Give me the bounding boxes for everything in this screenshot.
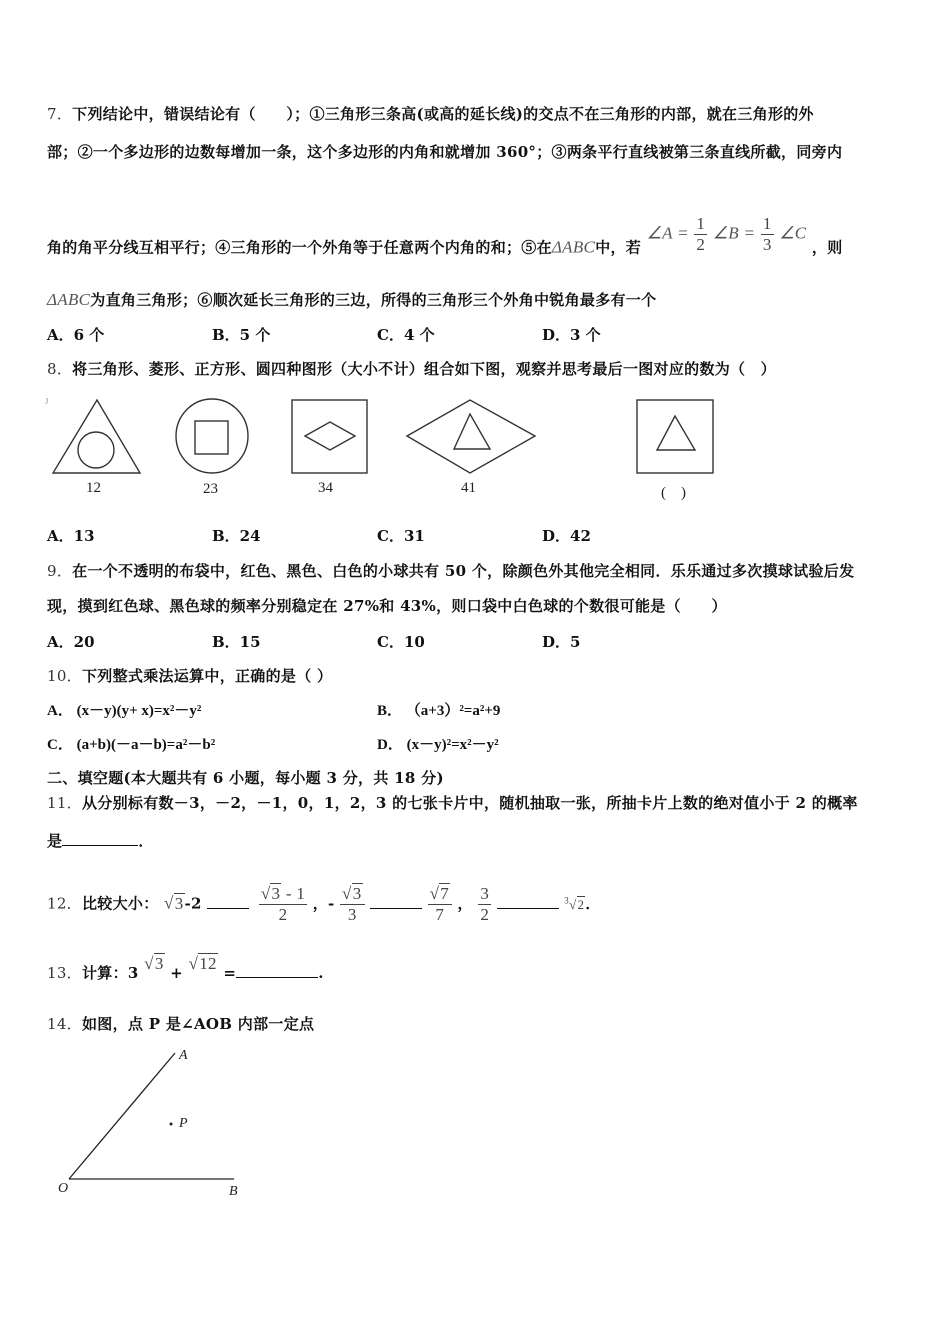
angle-aob-diagram — [40, 1040, 300, 1210]
q10-option-a[interactable]: A． (x－y)(y+ x)=x²－y² — [47, 703, 202, 719]
q14-number: 14． — [47, 1015, 82, 1033]
q7-line-3: 角的角平分线互相平行；④三角形的一个外角等于任意两个内角的和；⑤在ΔABC中，若 ∠A = $\frac{1}{2}$ ∠B = $\frac{1}{3}$ ∠C ，则 — [47, 214, 843, 257]
figure-square-rhombus — [292, 400, 367, 473]
q9-line-1: 9．在一个不透明的布袋中，红色、黑色、白色的小球共有 50 个，除颜色外其他完全相同．乐乐通过多次摸球试验后发 — [47, 562, 855, 580]
figure-circle-square — [176, 399, 248, 473]
figure-label-4: 41 — [461, 480, 476, 496]
q11-answer-blank[interactable] — [62, 831, 138, 846]
fraction-sqrt3-over-3: $\frac{√3}{3}$ — [340, 884, 364, 925]
q9-option-b[interactable]: B．15 — [212, 633, 261, 651]
q9-option-d[interactable]: D．5 — [542, 633, 581, 651]
q9-option-a[interactable]: A．20 — [47, 633, 95, 651]
q12-blank-1[interactable] — [207, 894, 249, 909]
fraction-one-third: $\frac{1}{3}$ — [762, 214, 772, 254]
angle-ratio-formula: ∠A = $\frac{1}{2}$ ∠B = $\frac{1}{3}$ ∠C — [646, 214, 807, 254]
q10-line-1: 10．下列整式乘法运算中，正确的是（ ） — [47, 667, 333, 685]
q7-option-b[interactable]: B．5 个 — [212, 326, 271, 344]
fraction-one-half: $\frac{1}{2}$ — [696, 214, 706, 254]
figure-square-triangle — [637, 400, 713, 473]
sqrt-3: √3 — [164, 893, 184, 913]
q9-number: 9． — [47, 562, 73, 580]
fraction-sqrt7-over-7: $\frac{√7}{7}$ — [428, 884, 452, 925]
q13-line: 13．计算：3 √3 + √12 = . — [47, 954, 324, 982]
q12-number: 12． — [47, 894, 82, 913]
fraction-sqrt3-minus-1-over-2: $\frac{√3 - 1}{2}$ — [260, 884, 306, 924]
ray-oa — [69, 1053, 175, 1179]
figure-label-2: 23 — [203, 481, 218, 497]
q13-answer-blank[interactable] — [236, 963, 318, 978]
q12-blank-3[interactable] — [497, 894, 559, 909]
q12-line: 12．比较大小： √3-2 $\frac{√3 - 1}{2}$ ，- $\frac{√3}{3}$ $\frac{√7}{7}$ ， $\frac{3}{2}$ $^3$√2． — [47, 884, 601, 924]
sqrt-12: √12 — [188, 954, 217, 973]
q11-number: 11． — [47, 794, 82, 812]
q8-option-a[interactable]: A．13 — [47, 527, 95, 545]
q7-line-4: ΔABC为直角三角形；⑥顺次延长三角形的三边，所得的三角形三个外角中锐角最多有一个 — [47, 290, 657, 309]
figure-label-5: ( ) — [661, 485, 686, 501]
q11-line-2: 是 ． — [47, 832, 154, 850]
q9-line-2: 现，摸到红色球、黑色球的频率分别稳定在 27%和 43%，则口袋中白色球的个数很可能是（ ） — [47, 597, 727, 615]
q10-number: 10． — [47, 667, 82, 685]
q11-line-1: 11．从分别标有数－3，－2，－1，0，1，2，3 的七张卡片中，随机抽取一张，所抽卡片上数的绝对值小于 2 的概率 — [47, 794, 858, 812]
stray-mark: ȷ — [46, 396, 49, 404]
figure-label-1: 12 — [86, 480, 101, 496]
q8-option-c[interactable]: C．31 — [377, 527, 425, 545]
q8-option-b[interactable]: B．24 — [212, 527, 261, 545]
sqrt-3: √3 — [144, 954, 164, 973]
q10-option-d[interactable]: D． (x－y)²=x²－y² — [377, 737, 499, 753]
q10-option-b[interactable]: B． （a+3）²=a²+9 — [377, 703, 501, 719]
point-b-label: B — [229, 1184, 238, 1199]
q7-line-1: 7．下列结论中，错误结论有（ ）；①三角形三条高(或高的延长线)的交点不在三角形的内部，就在三角形的外 — [47, 105, 814, 123]
fraction-3-over-2: $\frac{3}{2}$ — [480, 884, 490, 924]
q8-number: 8． — [47, 360, 73, 378]
q8-option-d[interactable]: D．42 — [542, 527, 591, 545]
section-2-title: 二、填空题(本大题共有 6 小题，每小题 3 分，共 18 分) — [47, 769, 444, 787]
point-a-label: A — [179, 1048, 188, 1063]
q7-option-d[interactable]: D．3 个 — [542, 326, 601, 344]
point-p-label: P — [179, 1116, 188, 1131]
point-p — [170, 1123, 173, 1126]
q7-option-a[interactable]: A．6 个 — [47, 326, 105, 344]
q7-option-c[interactable]: C．4 个 — [377, 326, 435, 344]
q13-number: 13． — [47, 964, 82, 982]
triangle-abc-math: ΔABC — [551, 237, 596, 257]
figure-triangle-circle — [53, 400, 140, 473]
q12-blank-2[interactable] — [370, 894, 422, 909]
cube-root-2: $^3$√2 — [564, 895, 585, 912]
q7-number: 7． — [47, 105, 73, 123]
point-o-label: O — [58, 1181, 69, 1196]
q9-option-c[interactable]: C．10 — [377, 633, 425, 651]
figure-label-3: 34 — [318, 480, 333, 496]
figure-rhombus-triangle — [407, 400, 535, 473]
q14-line: 14．如图，点 P 是∠AOB 内部一定点 — [47, 1015, 315, 1033]
q8-line-1: 8．将三角形、菱形、正方形、圆四种图形（大小不计）组合如下图，观察并思考最后一图对应的数为（ ） — [47, 360, 776, 378]
q10-option-c[interactable]: C． (a+b)(－a－b)=a²－b² — [47, 737, 216, 753]
q7-line-2: 部；②一个多边形的边数每增加一条，这个多边形的内角和就增加 360°；③两条平行直线被第三条直线所截，同旁内 — [47, 143, 843, 161]
